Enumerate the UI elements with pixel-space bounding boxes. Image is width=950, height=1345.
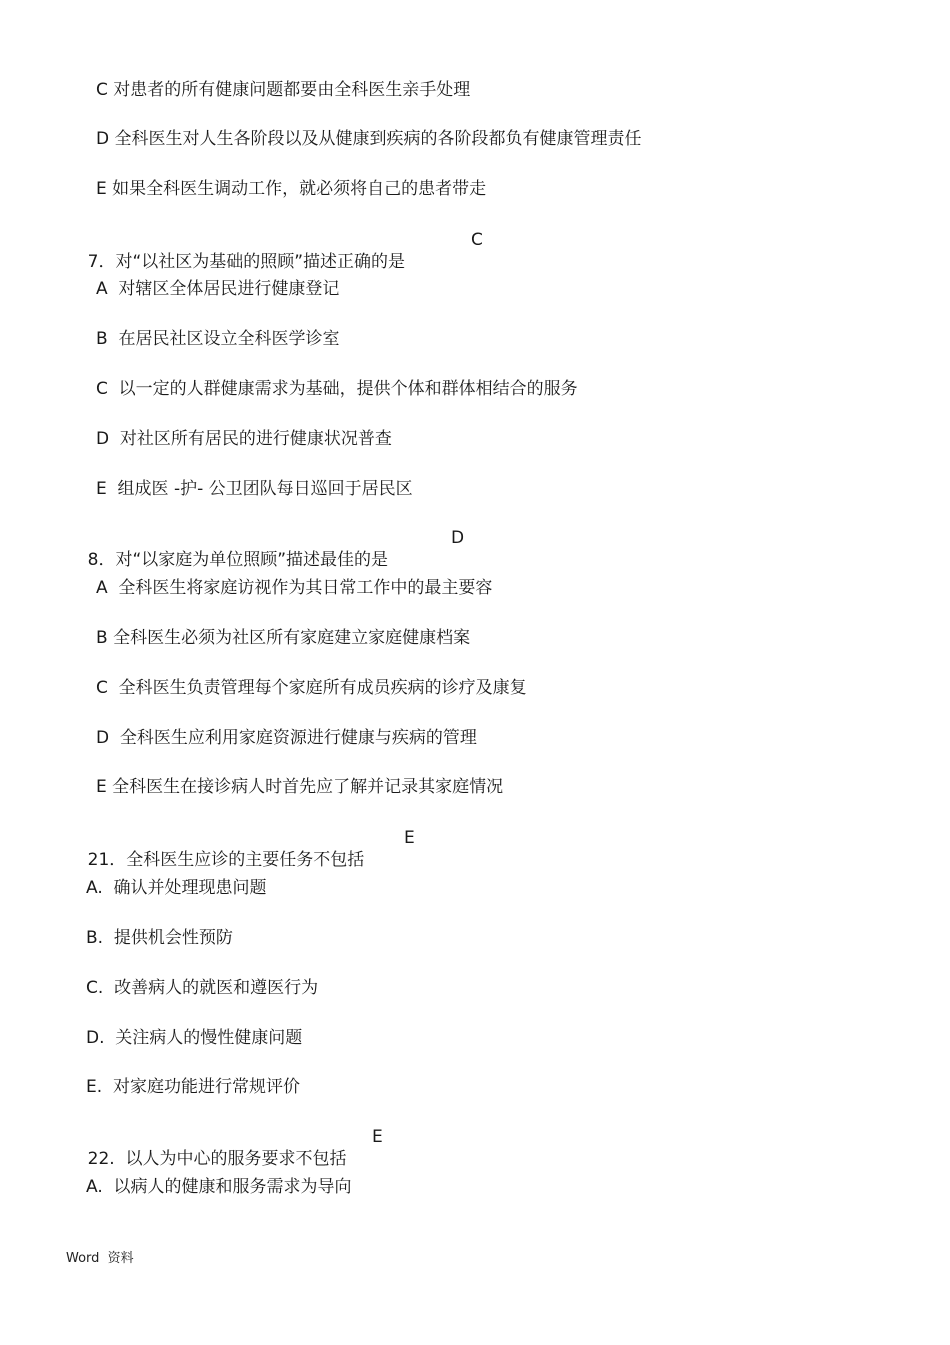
page-footer: Word 资料: [66, 1251, 134, 1266]
option-text: E. 对家庭功能进行常规评价: [86, 1077, 300, 1097]
option-text: E 组成医 -护- 公卫团队每日巡回于居民区: [96, 479, 413, 499]
option-text: D. 关注病人的慢性健康问题: [86, 1028, 303, 1048]
question-text: 8．对“以家庭为单位照顾”描述最佳的是: [87, 550, 389, 570]
option-text: A. 以病人的健康和服务需求为导向: [86, 1177, 352, 1197]
question-text: 21．全科医生应诊的主要任务不包括: [87, 850, 365, 870]
option-text: D 对社区所有居民的进行健康状况普查: [96, 429, 392, 449]
answer-key: E: [372, 1127, 383, 1147]
option-text: A 全科医生将家庭访视作为其日常工作中的最主要容: [96, 578, 493, 598]
answer-key: D: [451, 528, 465, 548]
option-text: E 如果全科医生调动工作，就必须将自己的患者带走: [96, 179, 487, 199]
option-text: C 以一定的人群健康需求为基础，提供个体和群体相结合的服务: [96, 379, 578, 399]
option-text: C 对患者的所有健康问题都要由全科医生亲手处理: [96, 80, 471, 100]
question-text: 22. 以人为中心的服务要求不包括: [87, 1149, 347, 1169]
option-text: A 对辖区全体居民进行健康登记: [96, 279, 340, 299]
option-text: A. 确认并处理现患问题: [86, 878, 267, 898]
answer-key: C: [471, 230, 483, 250]
option-text: B 在居民社区设立全科医学诊室: [96, 329, 340, 349]
option-text: C 全科医生负责管理每个家庭所有成员疾病的诊疗及康复: [96, 678, 527, 698]
question-text: 7．对“以社区为基础的照顾”描述正确的是: [87, 252, 406, 272]
answer-key: E: [404, 828, 415, 848]
option-text: B. 提供机会性预防: [86, 928, 233, 948]
option-text: C. 改善病人的就医和遵医行为: [86, 978, 319, 998]
option-text: E 全科医生在接诊病人时首先应了解并记录其家庭情况: [96, 777, 504, 797]
option-text: D 全科医生对人生各阶段以及从健康到疾病的各阶段都负有健康管理责任: [96, 129, 642, 149]
option-text: D 全科医生应利用家庭资源进行健康与疾病的管理: [96, 728, 477, 748]
option-text: B 全科医生必须为社区所有家庭建立家庭健康档案: [96, 628, 471, 648]
